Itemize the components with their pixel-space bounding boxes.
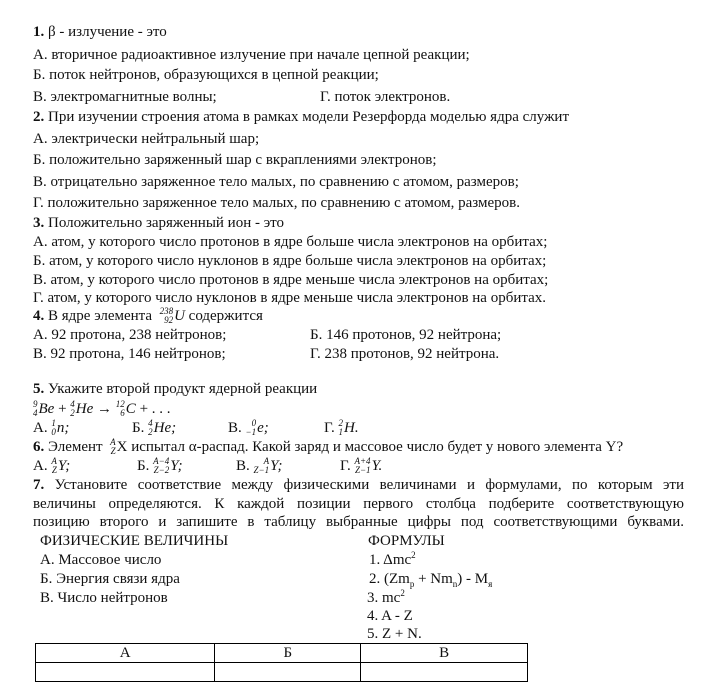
answer-header-a: А — [36, 644, 215, 663]
formula-2: 2. $(Zm_p + Nm_n) - M_я$ — [369, 571, 493, 589]
q1-option-b: Б. поток нейтронов, образующихся в цепной реакции; — [33, 67, 379, 83]
answer-cell-a[interactable] — [36, 663, 215, 682]
q1-option-g: Г. поток электронов. — [320, 89, 451, 105]
q6-option-v: В. A Z−1 Y; — [236, 456, 283, 475]
q3-option-g: Г. атом, у которого число нуклонов в ядре меньше числа электронов на орбитах. — [33, 290, 547, 306]
q5-title: 5. Укажите второй продукт ядерной реакции — [33, 381, 318, 397]
formula-3: 3. $mc^2$ — [367, 588, 405, 606]
q3-option-a: А. атом, у которого число протонов в ядре больше числа электронов на орбитах; — [33, 234, 548, 250]
answer-header-v: В — [361, 644, 528, 663]
q6-option-b: Б. A−4 Z−2 Y; — [137, 456, 183, 475]
answer-cell-v[interactable] — [361, 663, 528, 682]
q1-option-v: В. электромагнитные волны; — [33, 89, 217, 105]
q5-option-v: В. 0 −1 e; — [228, 418, 269, 437]
q2-option-g: Г. положительно заряженное тело малых, по сравнению с атомом, размеров. — [33, 195, 520, 211]
answer-table — [35, 643, 528, 682]
q3-option-v: В. атом, у которого число протонов в ядре меньше числа электронов на орбитах; — [33, 272, 549, 288]
q5-reaction: 9 4 Be + 4 2 He → 12 6 C + . . . — [33, 399, 171, 418]
col2-title: ФОРМУЛЫ — [368, 533, 445, 549]
answer-header-b: Б — [215, 644, 361, 663]
q7-line-3: позицию второго и запишите в таблицу выбранные цифры под соответствующими буквами. — [33, 514, 684, 530]
q7-line-1: 7. Установите соответствие между физическими величинами и формулами, по которым эти — [33, 477, 684, 493]
q1-option-a: А. вторичное радиоактивное излучение при начале цепной реакции; — [33, 47, 470, 63]
q2-title: 2. При изучении строения атома в рамках модели Резерфорда моделью ядра служит — [33, 109, 570, 125]
q6-option-g: Г. A+4 Z−1 Y. — [340, 456, 383, 475]
quantity-item: Б. Энергия связи ядра — [40, 571, 180, 587]
answer-cell-b[interactable] — [215, 663, 361, 682]
q3-option-b: Б. атом, у которого число нуклонов в ядре больше числа электронов на орбитах; — [33, 253, 547, 269]
formula-5: 5. Z + N. — [367, 626, 422, 642]
q1-title: 1. β - излучение - это — [33, 24, 167, 40]
formula-4: 4. A - Z — [367, 608, 413, 624]
quantity-item: В. Число нейтронов — [40, 590, 168, 606]
q5-option-a: А. 1 0 n; — [33, 418, 70, 437]
q2-option-b: Б. положительно заряженный шар с вкраплениями электронов; — [33, 152, 437, 168]
q4-option-g: Г. 238 протонов, 92 нейтрона. — [310, 346, 500, 362]
formula-1: 1. Δmc$^2$ — [369, 550, 416, 568]
q5-option-g: Г. 2 1 H. — [324, 418, 359, 437]
q6-option-a: А. A Z Y; — [33, 456, 71, 475]
q6-title: 6. Элемент A Z X испытал α-распад. Какой заряд и массовое число будет у нового элемента Y? — [33, 437, 624, 456]
q3-title: 3. Положительно заряженный ион - это — [33, 215, 285, 231]
q5-option-b: Б. 4 2 He; — [132, 418, 177, 437]
q2-option-a: А. электрически нейтральный шар; — [33, 131, 260, 147]
q7-line-2: величины определяются. К каждой позиции первого столбца подберите соответствующую — [33, 496, 684, 512]
q4-option-v: В. 92 протона, 146 нейтронов; — [33, 346, 226, 362]
q4-title: 4. В ядре элемента 238 92 U содержится — [33, 306, 263, 325]
q2-option-v: В. отрицательно заряженное тело малых, по сравнению с атомом, размеров; — [33, 174, 519, 190]
q4-option-b: Б. 146 протонов, 92 нейтрона; — [310, 327, 502, 343]
col1-title: ФИЗИЧЕСКИЕ ВЕЛИЧИНЫ — [40, 533, 229, 549]
quantity-item: А. Массовое число — [40, 552, 162, 568]
q4-option-a: А. 92 протона, 238 нейтронов; — [33, 327, 227, 343]
